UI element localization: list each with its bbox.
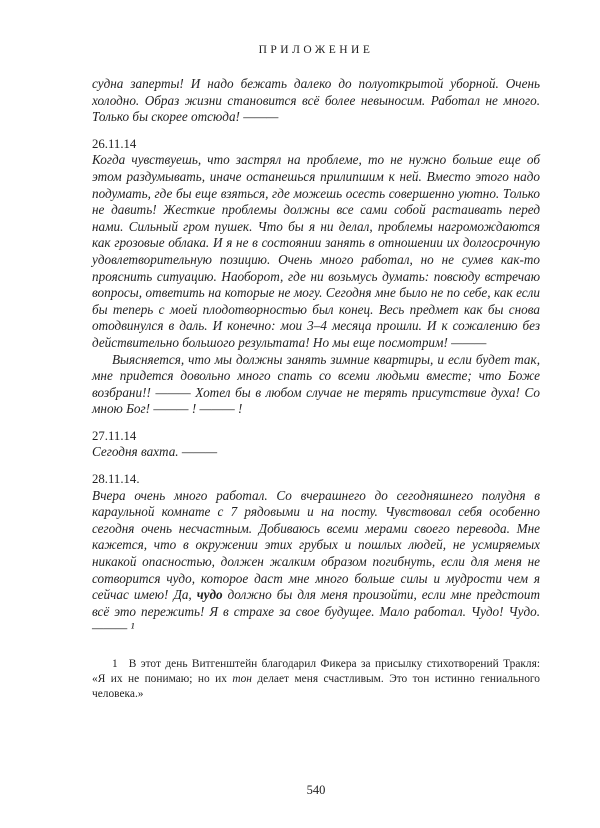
footnote-text-before-italic: В этот день Витгенштейн благодарил Фикера за присылку стихотворений Тракля: «Я их не понимаю; но их [92,658,540,685]
footnote-italic-word: тон [232,672,252,685]
emphasis-bold-word: чудо [196,587,223,603]
running-head: ПРИЛОЖЕНИЕ [258,44,374,56]
entry-date-27-11-14: 27.11.14 [92,428,137,443]
footnote-text-after-italic: делает меня счастливым. Это тон истинно гениального человека.» [92,672,540,700]
entry-date-28-11-14: 28.11.14. [92,472,140,487]
entry-text-after-emphasis: должно бы для меня произойти, если мне предстоит всё это пережить! Я в страхе за свое будущее. Мало работал. Чудо! Чудо. ——— ¹ [92,587,540,636]
diary-entry-26-11-14-second-paragraph: Выясняется, что мы должны занять зимние квартиры, и если будет так, мне придется довольно много спать со всеми людьми вместе; что Боже возбрани!! ——— Хотел бы в любом случае не терять присутствие духа! Со мною Бог! ——— ! ——— ! [92,351,540,417]
diary-continuation-paragraph: судна заперты! И надо бежать далеко до полуоткрытой уборной. Очень холодно. Образ жизни становится всё более невыносим. Работал не много. Только бы скорее отсюда! ——— [92,76,540,125]
page-number: 540 [306,783,326,797]
diary-entry-26-11-14: Когда чувствуешь, что застрял на проблеме, то не нужно больше еще об этом раздумывать, иначе останешься прилипшим к ней. Вместо этого надо подумать, где бы еще взяться, где можешь осесть совершенно уютно. Только не давить! Жесткие проблемы должны все сами собой растаивать перед нами. Сильный гром пушек. Что бы я ни делал, проблемы нагромождаются как грозовые облака. И я не в состоянии занять в отношении их долгосрочную удовлетворительную позицию. Очень много работал, но не сумев как-то прояснить ситуацию. Наоборот, где ни возьмусь думать: повсюду встречаю вопросы, ответить на которые не могу. Сегодня мне было не по себе, как если бы теперь с моей плодотворностью был конец. Весь предмет как бы снова отодвинулся в даль. И конечно: мои 3–4 месяца прошли. И к сожалению без действительно большого результата! Но мы еще посмотрим! ——— [92,152,540,350]
entry-date-26-11-14: 26.11.14 [92,136,137,151]
footnote-marker: 1 [112,658,118,670]
diary-entry-27-11-14: Сегодня вахта. ——— [92,444,218,460]
entry-text-before-emphasis: Вчера очень много работал. Со вчерашнего до сегодняшнего полудня в караульной комнате с 7 рядовыми и на посту. Чувствовал себя особенно сегодня очень несчастным. Добиваюсь всеми мерами своего перевода. Мне кажется, что в окружении этих грубых и пошлых людей, не усмиряемых никакой опасностью, должен жалким образом погибнуть, если для меня не сотворится чудо, которое даст мне много больше силы и мудрости чем я сейчас имею! Да, [92,487,540,603]
diary-entry-28-11-14 [92,488,540,637]
footnote [92,657,540,701]
